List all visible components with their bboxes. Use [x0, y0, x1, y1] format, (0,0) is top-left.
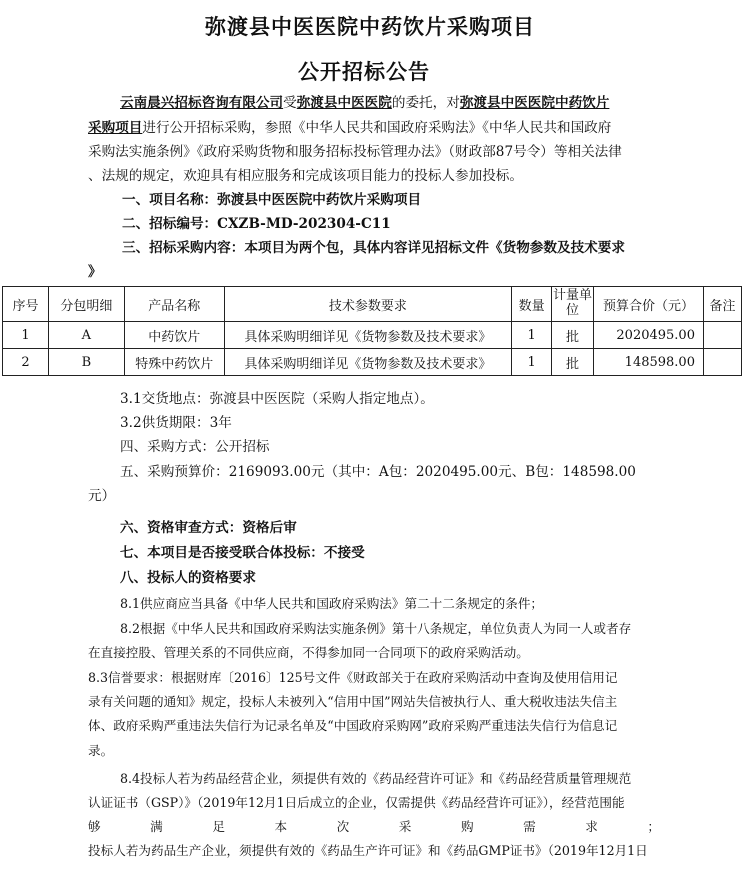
item-bid-number: 二、招标编号：CXZB-MD-202304-C11 [122, 216, 391, 232]
req-8-4-line3 [88, 816, 660, 835]
intro-text: 受 [283, 95, 297, 111]
client-name: 弥渡县中医医院 [296, 95, 392, 111]
spaced-char: 次 [336, 819, 350, 834]
agency-name: 云南晨兴招标咨询有限公司 [120, 95, 284, 111]
spaced-char: 满 [150, 819, 163, 834]
table-cell: 1 [3, 322, 49, 349]
bidder-requirements-heading: 八、投标人的资格要求 [120, 570, 256, 586]
table-cell [703, 349, 741, 376]
table-header: 序号 [3, 287, 49, 322]
table-header: 技术参数要求 [224, 287, 512, 322]
item-content: 三、招标采购内容：本项目为两个包，具体内容详见招标文件《货物参数及技术要求 [122, 240, 625, 256]
spaced-char: 需 [523, 819, 536, 834]
table-cell: 批 [552, 322, 594, 349]
spaced-char: 求 [585, 819, 598, 834]
table-row [3, 322, 742, 349]
table-cell: 特殊中药饮片 [124, 349, 224, 376]
table-header: 数量 [512, 287, 552, 322]
table-header: 计量单位 [552, 287, 594, 322]
document-subtitle: 公开招标公告 [298, 60, 430, 84]
budget-price: 五、采购预算价：2169093.00元（其中：A包：2020495.00元、B包：148598.00 [120, 464, 636, 480]
intro-text: 的委托，对 [391, 95, 460, 111]
bid-table [2, 286, 742, 376]
table-header: 分包明细 [48, 287, 124, 322]
req-8-3-line2: 录有关问题的通知》规定，投标人未被列入“信用中国”网站失信被执行人、重大税收违法失信主 [88, 694, 618, 709]
spaced-char: ； [647, 819, 660, 834]
table-cell: 1 [512, 322, 552, 349]
qualification-review: 六、资格审查方式：资格后审 [120, 520, 297, 536]
table-cell: 批 [552, 349, 594, 376]
project-name-part2: 采购项目 [88, 120, 143, 136]
req-8-4-line1: 8.4投标人若为药品经营企业，须提供有效的《药品经营许可证》和《药品经营质量管理规范 [120, 771, 632, 786]
spaced-char: 够 [88, 819, 101, 834]
spaced-char: 采 [398, 819, 412, 834]
item-content-end: 》 [88, 264, 102, 280]
delivery-location: 3.1交货地点：弥渡县中医医院（采购人指定地点）。 [120, 391, 434, 407]
table-cell: 具体采购明细详见《货物参数及技术要求》 [224, 349, 512, 376]
delivery-period: 3.2供货期限：3年 [120, 415, 232, 431]
document-title: 弥渡县中医医院中药饮片采购项目 [205, 15, 535, 39]
table-row [3, 349, 742, 376]
table-header: 备注 [703, 287, 741, 322]
table-cell: 148598.00 [594, 349, 704, 376]
intro-line-1 [120, 97, 609, 111]
table-cell: 2020495.00 [594, 322, 704, 349]
spaced-char: 购 [460, 819, 474, 834]
table-cell: 1 [512, 349, 552, 376]
table-cell: A [48, 322, 124, 349]
req-8-3-line3: 体、政府采购严重违法失信行为记录名单及“中国政府采购网”政府采购严重违法失信行为信息记 [88, 718, 618, 733]
item-project-name: 一、项目名称：弥渡县中医医院中药饮片采购项目 [122, 192, 422, 208]
req-8-2-line1: 8.2根据《中华人民共和国政府采购法实施条例》第十八条规定，单位负责人为同一人或者存 [120, 621, 632, 636]
table-cell: 具体采购明细详见《货物参数及技术要求》 [224, 322, 512, 349]
budget-price-end: 元） [88, 488, 116, 504]
intro-line-2 [88, 122, 611, 136]
req-8-3-line1: 8.3信誉要求：根据财库〔2016〕125号文件《财政部关于在政府采购活动中查询及使用信用记 [88, 670, 618, 685]
table-cell [703, 322, 741, 349]
req-8-4-line2: 认证证书（GSP）》（2019年12月1日后成立的企业，仅需提供《药品经营许可证》），经营范围能 [88, 795, 625, 810]
table-cell: 中药饮片 [124, 322, 224, 349]
intro-line-4: 、法规的规定，欢迎具有相应服务和完成该项目能力的投标人参加投标。 [88, 168, 523, 184]
intro-line-3: 采购法实施条例》《政府采购货物和服务招标投标管理办法》（财政部87号令）等相关法律 [88, 144, 622, 160]
table-header-row [3, 287, 742, 322]
req-8-4-line4: 投标人若为药品生产企业，须提供有效的《药品生产许可证》和《药品GMP证书》（2019年12月1日 [88, 843, 648, 858]
req-8-2-line2: 在直接控股、管理关系的不同供应商，不得参加同一合同项下的政府采购活动。 [88, 645, 529, 660]
intro-text: 进行公开招标采购，参照《中华人民共和国政府采购法》《中华人民共和国政府 [142, 120, 612, 136]
table-cell: B [48, 349, 124, 376]
spaced-char: 足 [212, 819, 225, 834]
project-name-part1: 弥渡县中医医院中药饮片 [459, 95, 610, 111]
req-8-3-line4: 录。 [88, 743, 114, 758]
table-cell: 2 [3, 349, 49, 376]
procurement-method: 四、采购方式：公开招标 [120, 439, 270, 455]
table-header: 预算合价（元） [594, 287, 704, 322]
req-8-1: 8.1供应商应当具备《中华人民共和国政府采购法》第二十二条规定的条件； [120, 596, 544, 611]
consortium-bidding: 七、本项目是否接受联合体投标：不接受 [120, 545, 365, 561]
table-header: 产品名称 [124, 287, 224, 322]
spaced-char: 本 [274, 819, 288, 834]
